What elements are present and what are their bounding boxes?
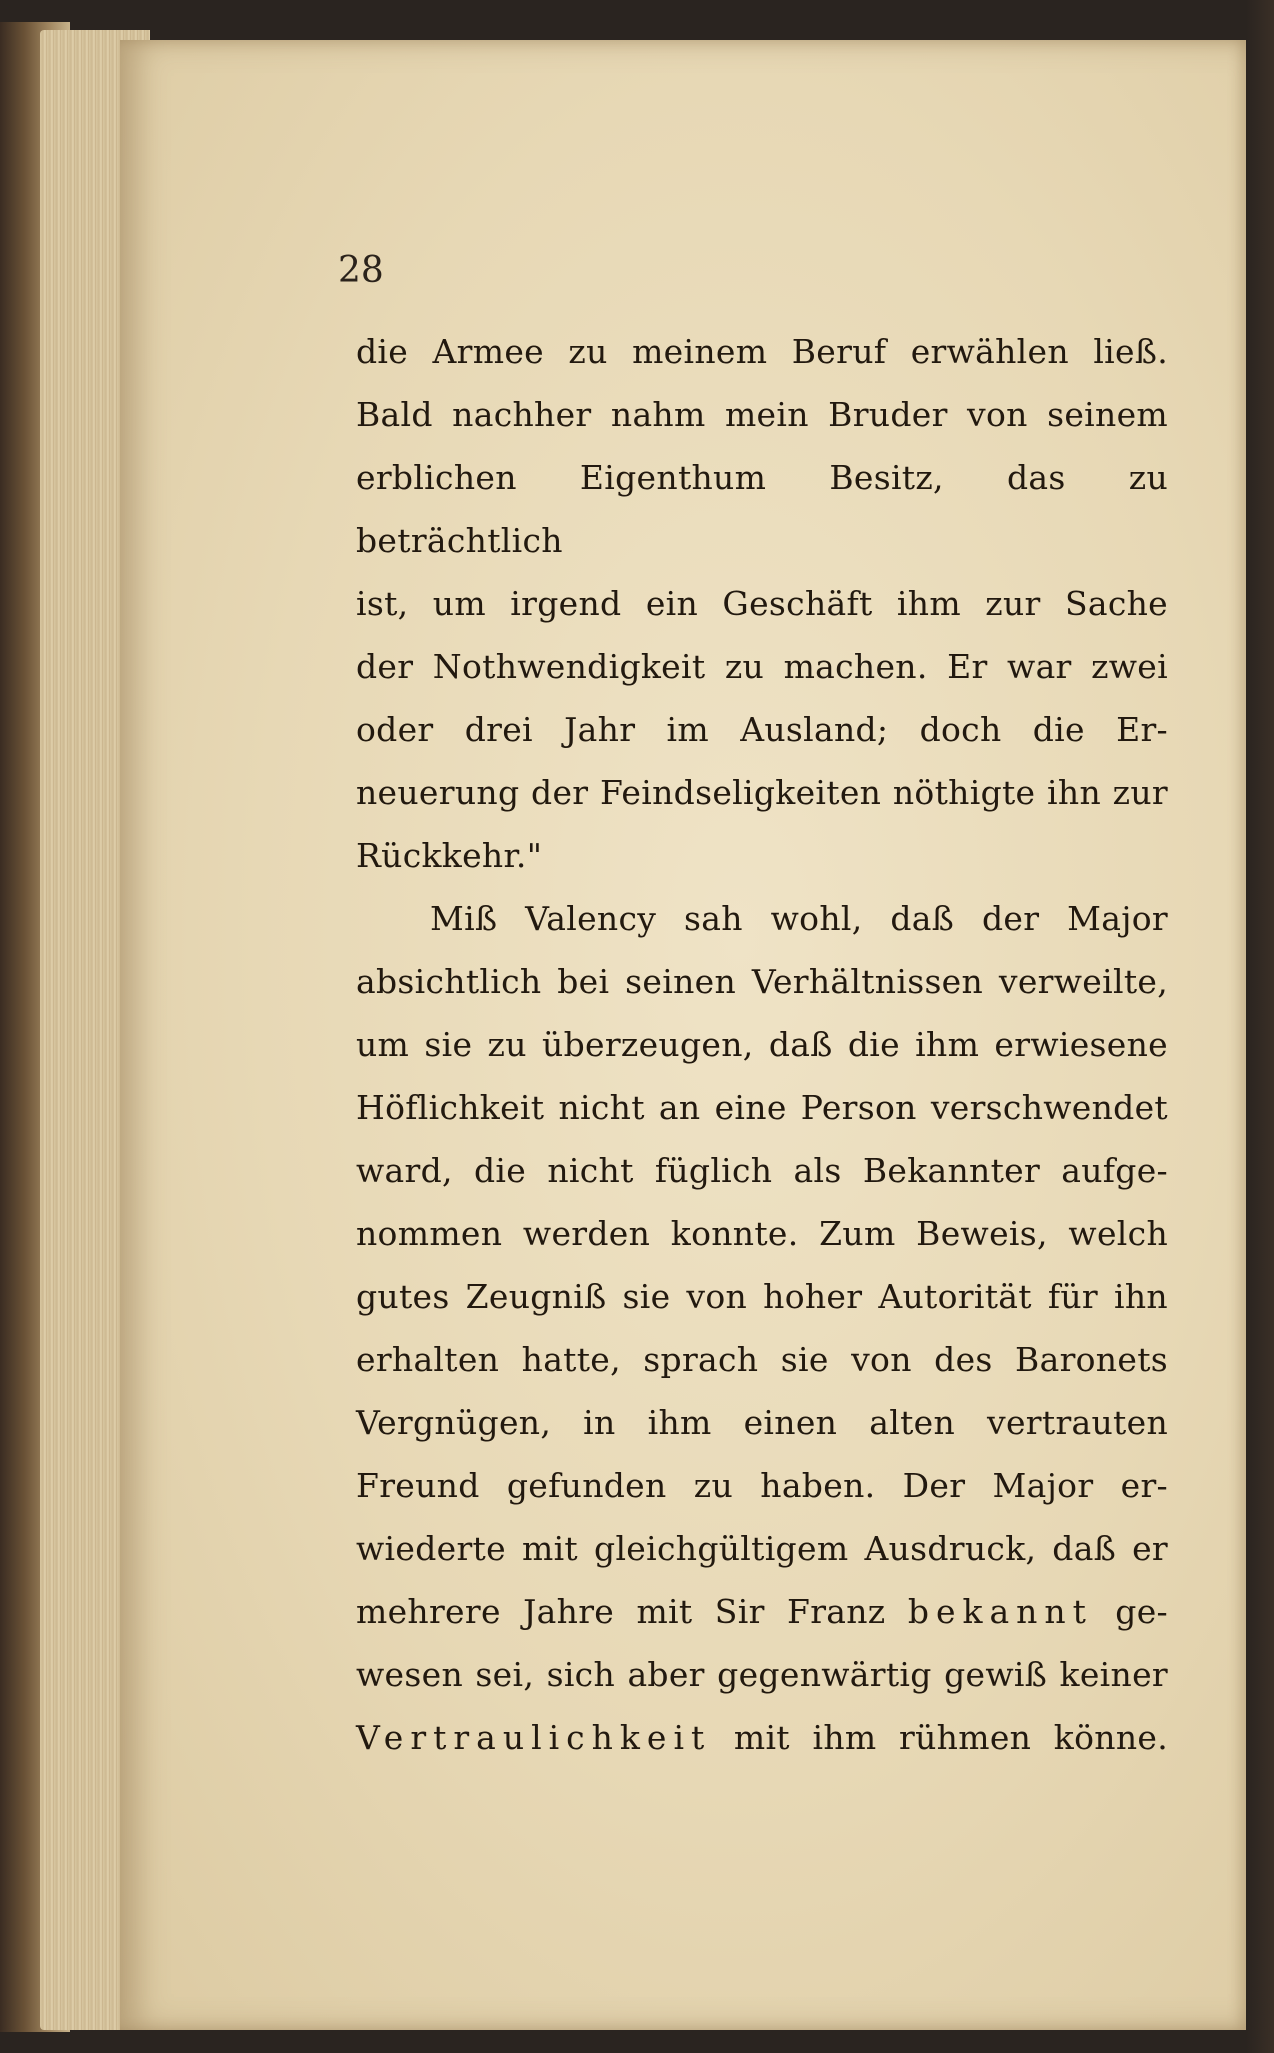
text-line: erblichen Eigenthum Besitz, das zu beträchtlich: [356, 458, 1168, 560]
text-line: Höflichkeit nicht an eine Person verschwendet: [356, 1088, 1168, 1127]
text-line: wiederte mit gleichgültigem Ausdruck, daß er: [356, 1529, 1168, 1568]
text-span: ge-: [1092, 1592, 1168, 1631]
text-line: erhalten hatte, sprach sie von des Baronets: [356, 1340, 1168, 1379]
page-number: 28: [338, 250, 384, 291]
text-line: nommen werden konnte. Zum Beweis, welch: [356, 1214, 1168, 1253]
text-line: wesen sei, sich aber gegenwärtig gewiß keiner: [356, 1655, 1168, 1694]
text-line: [356, 1580, 1168, 1643]
text-line: [356, 1706, 1168, 1769]
text-line: Freund gefunden zu haben. Der Major er-: [356, 1466, 1168, 1505]
body-text: [356, 320, 1168, 1769]
emphasized-word: bekannt: [907, 1592, 1093, 1631]
text-line: Bald nachher nahm mein Bruder von seinem: [356, 395, 1168, 434]
text-line: ist, um irgend ein Geschäft ihm zur Sache: [356, 584, 1168, 623]
text-span: mit ihm rühmen könne.: [711, 1718, 1168, 1757]
text-line: Miß Valency sah wohl, daß der Major: [430, 899, 1168, 938]
page-right-shadow: [1246, 0, 1274, 2053]
text-line: oder drei Jahr im Ausland; doch die Er-: [356, 710, 1168, 749]
text-line: gutes Zeugniß sie von hoher Autorität für ihn: [356, 1277, 1168, 1316]
text-span: mehrere Jahre mit Sir Franz: [356, 1592, 908, 1631]
text-line: ward, die nicht füglich als Bekannter aufge-: [356, 1151, 1168, 1190]
text-line: absichtlich bei seinen Verhältnissen verweilte,: [356, 962, 1168, 1001]
text-line: Rückkehr.": [356, 836, 543, 875]
text-line: um sie zu überzeugen, daß die ihm erwiesene: [356, 1025, 1168, 1064]
text-line: der Nothwendigkeit zu machen. Er war zwei: [356, 647, 1168, 686]
text-line: die Armee zu meinem Beruf erwählen ließ.: [356, 332, 1168, 371]
text-line: Vergnügen, in ihm einen alten vertrauten: [356, 1403, 1168, 1442]
text-line: neuerung der Feindseligkeiten nöthigte ihn zur: [356, 773, 1168, 812]
emphasized-word: Vertraulichkeit: [356, 1718, 712, 1757]
